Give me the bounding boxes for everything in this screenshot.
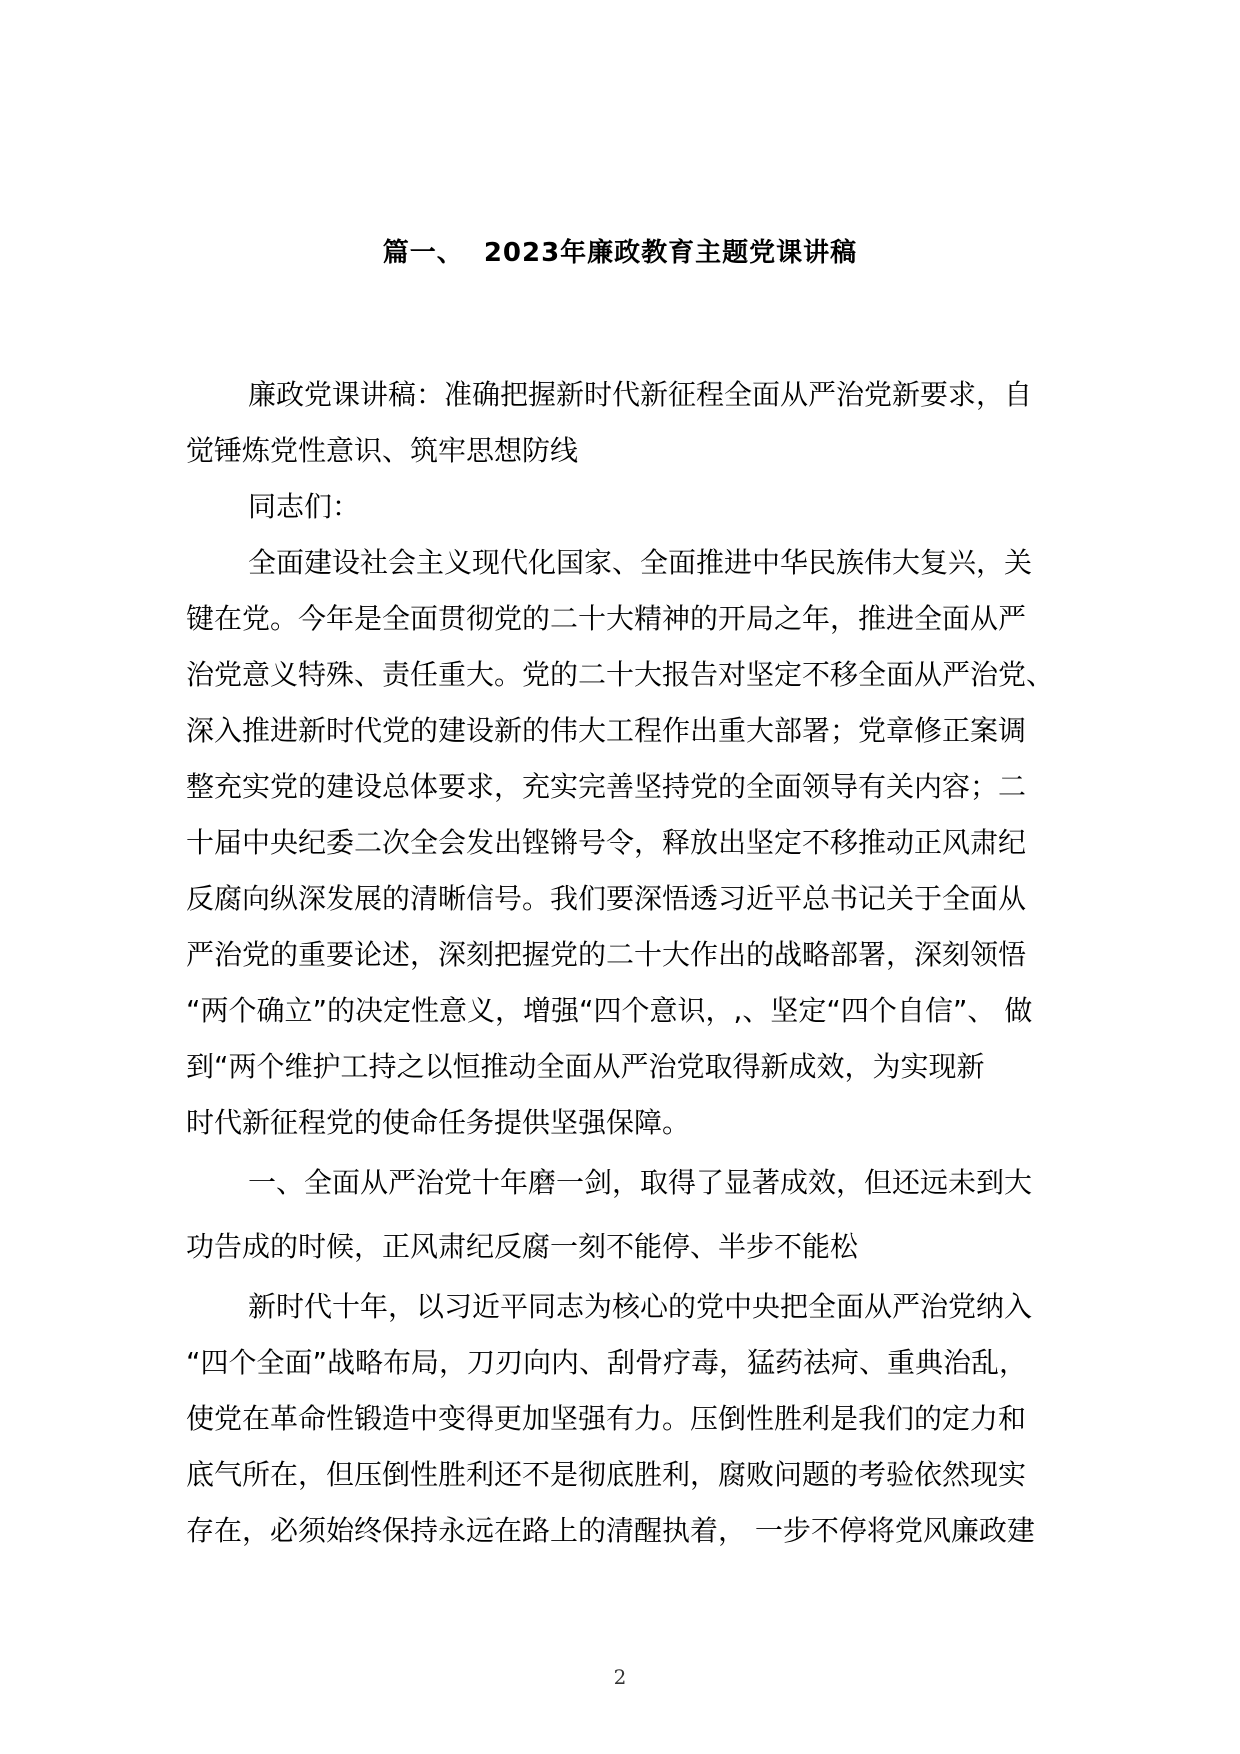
paragraph-line: 全面建设社会主义现代化国家、全面推进中华民族伟大复兴，关 — [248, 546, 1033, 579]
subtitle-line: 廉政党课讲稿：准确把握新时代新征程全面从严治党新要求，自 — [248, 378, 1033, 411]
document-body — [186, 367, 1056, 1559]
salutation: 同志们： — [248, 490, 361, 523]
paragraph-line: 使党在革命性锻造中变得更加坚强有力。压倒性胜利是我们的定力和 — [186, 1402, 1027, 1435]
title-main: 2023年廉政教育主题党课讲稿 — [483, 238, 858, 268]
paragraph-line: 反腐向纵深发展的清晰信号。我们要深悟透习近平总书记关于全面从 — [186, 882, 1027, 915]
paragraph-line: 存在，必须始终保持永远在路上的清醒执着， 一步不停将党风廉政建 — [186, 1514, 1035, 1547]
paragraph-line: 深入推进新时代党的建设新的伟大工程作出重大部署；党章修正案调 — [186, 714, 1027, 747]
page-number: 2 — [613, 1665, 627, 1689]
paragraph-line: “四个全面”战略布局，刀刃向内、刮骨疗毒，猛药祛疴、重典治乱， — [186, 1346, 1028, 1379]
paragraph-line: 时代新征程党的使命任务提供坚强保障。 — [186, 1106, 691, 1139]
paragraph-line: 新时代十年，以习近平同志为核心的党中央把全面从严治党纳入 — [248, 1290, 1033, 1323]
paragraph-line: 十届中央纪委二次全会发出铿锵号令，释放出坚定不移推动正风肃纪 — [186, 826, 1027, 859]
paragraph-line: 键在党。今年是全面贯彻党的二十大精神的开局之年，推进全面从严 — [186, 602, 1027, 635]
paragraph-line: 严治党的重要论述，深刻把握党的二十大作出的战略部署，深刻领悟 — [186, 938, 1027, 971]
section-heading-line: 功告成的时候，正风肃纪反腐一刻不能停、半步不能松 — [186, 1230, 859, 1263]
paragraph-line: 治党意义特殊、责任重大。党的二十大报告对坚定不移全面从严治党、 — [186, 658, 1055, 691]
paragraph-line: 到“两个维护工持之以恒推动全面从严治党取得新成效，为实现新 — [186, 1050, 985, 1083]
paragraph-line: “两个确立”的决定性意义，增强“四个意识，,、坚定“四个自信”、 做 — [186, 994, 1033, 1027]
subtitle-line: 觉锤炼党性意识、筑牢思想防线 — [186, 434, 579, 467]
section-heading-line: 一、全面从严治党十年磨一剑，取得了显著成效，但还远未到大 — [248, 1166, 1033, 1199]
title-prefix: 篇一、 — [382, 238, 464, 268]
document-title — [0, 236, 1240, 270]
paragraph-line: 底气所在，但压倒性胜利还不是彻底胜利，腐败问题的考验依然现实 — [186, 1458, 1027, 1491]
paragraph-line: 整充实党的建设总体要求，充实完善坚持党的全面领导有关内容；二 — [186, 770, 1027, 803]
